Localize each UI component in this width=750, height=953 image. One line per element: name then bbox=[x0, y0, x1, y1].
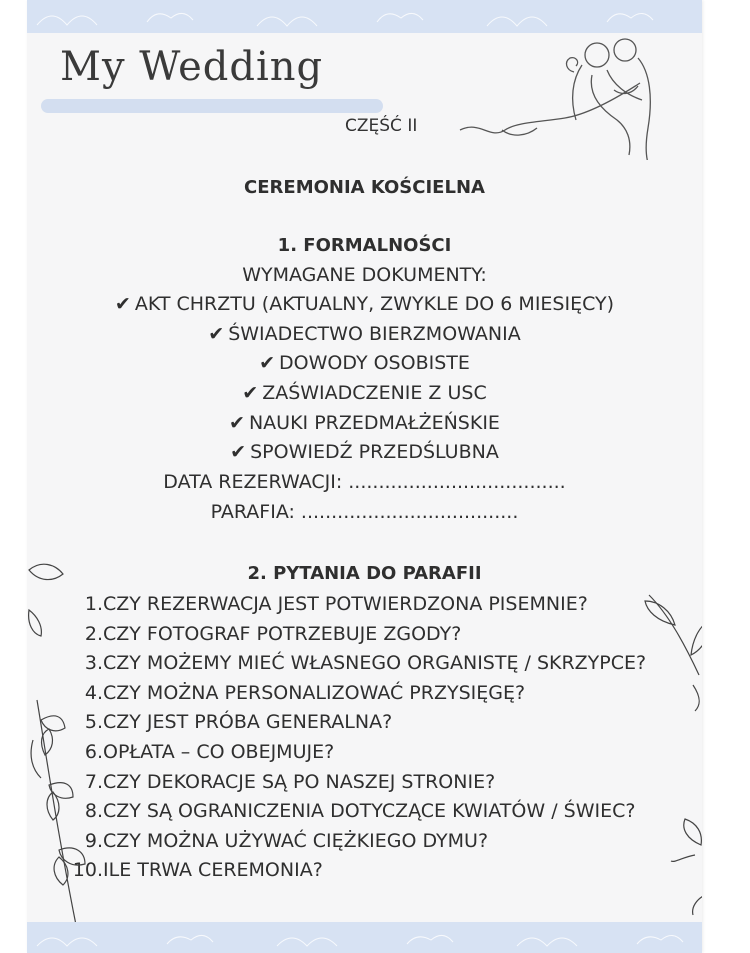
checkmark-icon: ✔ bbox=[259, 352, 276, 374]
leaf-branch-icon bbox=[27, 540, 97, 940]
document-item: ✔ DOWODY OSOBISTE bbox=[259, 352, 470, 374]
bottom-decorative-band bbox=[27, 922, 702, 953]
document-item: ✔ AKT CHRZTU (AKTUALNY, ZWYKLE DO 6 MIESIĘCY) bbox=[114, 293, 615, 315]
list-item: 6. OPŁATA – CO OBEJMUJE? bbox=[84, 740, 335, 763]
list-item: 3. CZY MOŻEMY MIEĆ WŁASNEGO ORGANISTĘ / SKRZYPCE? bbox=[84, 652, 647, 675]
list-item: 1. CZY REZERWACJA JEST POTWIERDZONA PISEMNIE? bbox=[84, 593, 588, 615]
leaf-sprig-icon bbox=[635, 555, 702, 925]
list-item: 10. ILE TRWA CEREMONIA? bbox=[72, 859, 323, 882]
couple-line-art-icon bbox=[442, 30, 702, 160]
part-label: CZĘŚĆ II bbox=[345, 116, 418, 136]
document-item: ✔ ZAŚWIADCZENIE Z USC bbox=[242, 382, 487, 404]
checkmark-icon: ✔ bbox=[208, 323, 225, 345]
document-item: ✔ SPOWIEDŹ PRZEDŚLUBNA bbox=[230, 441, 499, 463]
title-underline-bar bbox=[41, 99, 383, 113]
formalities-heading: 1. FORMALNOŚCI bbox=[277, 235, 452, 256]
documents-label: WYMAGANE DOKUMENTY: bbox=[242, 264, 487, 286]
section-title: CEREMONIA KOŚCIELNA bbox=[244, 177, 485, 198]
floral-pattern-icon bbox=[27, 922, 702, 953]
list-item: 2. CZY FOTOGRAF POTRZEBUJE ZGODY? bbox=[84, 622, 462, 645]
checkmark-icon: ✔ bbox=[230, 441, 247, 463]
list-item: 5. CZY JEST PRÓBA GENERALNA? bbox=[84, 711, 393, 734]
questions-list bbox=[72, 590, 647, 886]
document-item: ✔ ŚWIADECTWO BIERZMOWANIA bbox=[208, 323, 521, 345]
list-item: 7. CZY DEKORACJE SĄ PO NASZEJ STRONIE? bbox=[84, 770, 496, 793]
questions-heading: 2. PYTANIA DO PARAFII bbox=[247, 563, 482, 584]
page-title: My Wedding bbox=[60, 44, 324, 90]
list-item: 9. CZY MOŻNA UŻYWAĆ CIĘŻKIEGO DYMU? bbox=[84, 829, 489, 852]
top-decorative-band bbox=[27, 0, 702, 33]
document-page bbox=[27, 0, 702, 953]
checkmark-icon: ✔ bbox=[229, 412, 245, 434]
checkmark-icon: ✔ bbox=[114, 293, 131, 315]
parish-field: PARAFIA: .................................... bbox=[210, 501, 519, 523]
reservation-date-field: DATA REZERWACJI: .................................... bbox=[163, 471, 566, 493]
list-item: 4. CZY MOŻNA PERSONALIZOWAĆ PRZYSIĘGĘ? bbox=[84, 681, 526, 704]
checkmark-icon: ✔ bbox=[242, 382, 259, 404]
list-item: 8. CZY SĄ OGRANICZENIA DOTYCZĄCE KWIATÓW / ŚWIEC? bbox=[84, 800, 636, 823]
floral-pattern-icon bbox=[27, 0, 702, 33]
document-item: ✔ NAUKI PRZEDMAŁŻEŃSKIE bbox=[229, 412, 500, 434]
